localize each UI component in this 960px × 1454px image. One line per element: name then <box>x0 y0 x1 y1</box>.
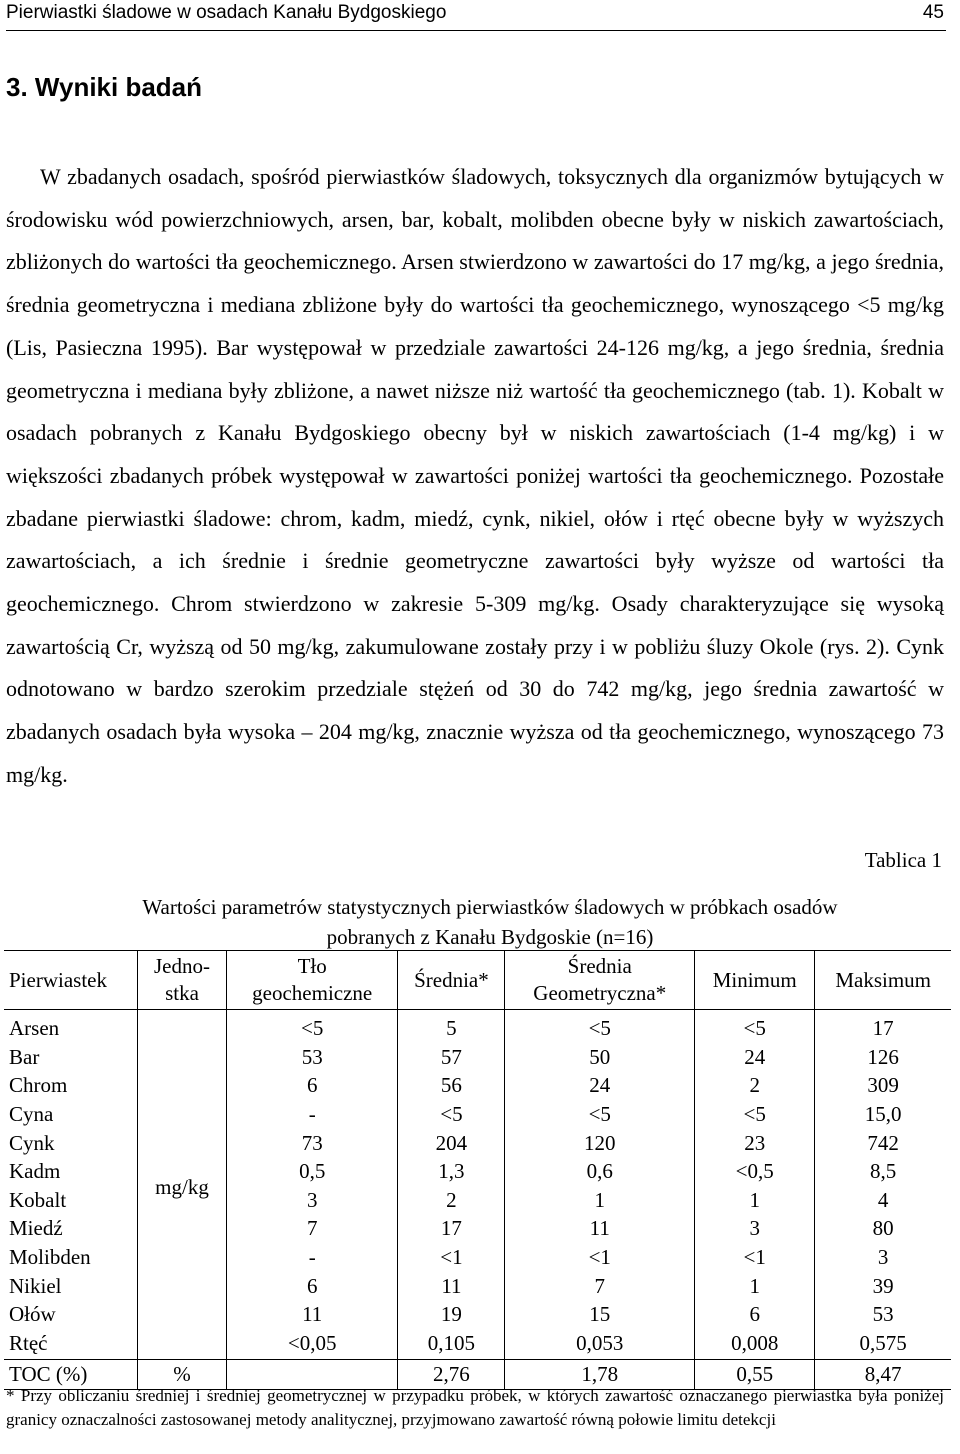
min-value: 24 <box>695 1043 815 1072</box>
element-name: Kadm <box>9 1159 61 1184</box>
min-value: <5 <box>695 1100 815 1129</box>
background-value: <5 <box>227 1010 398 1043</box>
header-geomean: Średnia Geometryczna* <box>505 951 695 1010</box>
header-minimum: Minimum <box>695 951 815 1010</box>
background-value: - <box>227 1100 398 1129</box>
background-value: 53 <box>227 1043 398 1072</box>
background-value: 3 <box>227 1186 398 1215</box>
toc-name: TOC (%) <box>4 1360 138 1390</box>
geomean-value: <1 <box>505 1243 695 1272</box>
page-number: 45 <box>922 2 944 23</box>
running-header <box>6 0 946 31</box>
mean-value: <5 <box>398 1100 505 1129</box>
toc-mean: 2,76 <box>398 1360 505 1390</box>
header-mean: Średnia* <box>398 951 505 1010</box>
element-name: Chrom <box>9 1073 68 1098</box>
element-name: Ołów <box>9 1302 56 1327</box>
element-name: Miedź <box>9 1216 63 1241</box>
max-value: 3 <box>815 1243 951 1272</box>
max-value: 309 <box>815 1071 951 1100</box>
geomean-value: 11 <box>505 1214 695 1243</box>
background-value: 6 <box>227 1271 398 1300</box>
mean-value: 2 <box>398 1186 505 1215</box>
element-name: Molibden <box>9 1245 91 1270</box>
geomean-value: 0,6 <box>505 1157 695 1186</box>
element-name: Rtęć <box>9 1330 48 1355</box>
table-title-line-2: pobranych z Kanału Bydgoskie (n=16) <box>326 925 654 949</box>
min-value: 23 <box>695 1128 815 1157</box>
max-value: 80 <box>815 1214 951 1243</box>
mean-value: 204 <box>398 1128 505 1157</box>
min-value: <5 <box>695 1010 815 1043</box>
toc-max: 8,47 <box>815 1360 951 1390</box>
mean-value: 57 <box>398 1043 505 1072</box>
running-title: Pierwiastki śladowe w osadach Kanału Bydgoskiego <box>6 2 447 23</box>
min-value: 1 <box>695 1186 815 1215</box>
mean-value: 17 <box>398 1214 505 1243</box>
element-name: Nikiel <box>9 1273 62 1298</box>
background-value: 11 <box>227 1300 398 1329</box>
element-name: Arsen <box>9 1016 60 1041</box>
table-label: Tablica 1 <box>864 848 942 872</box>
element-name: Cynk <box>9 1130 55 1155</box>
min-value: <0,5 <box>695 1157 815 1186</box>
toc-unit: % <box>138 1360 227 1390</box>
toc-min: 0,55 <box>695 1360 815 1390</box>
toc-geomean: 1,78 <box>505 1360 695 1390</box>
table-title-line-1: Wartości parametrów statystycznych pierwiastków śladowych w próbkach osadów <box>142 895 838 919</box>
mean-value: <1 <box>398 1243 505 1272</box>
mean-value: 5 <box>398 1010 505 1043</box>
background-value: 7 <box>227 1214 398 1243</box>
body-paragraph: W zbadanych osadach, spośród pierwiastków śladowych, toksycznych dla organizmów bytujących w środowisku wód powierzchniowych, arsen, bar, kobalt, molibden obecne były w niskich zawartościach, zbliżonych do wartości tła geochemicznego. Arsen stwierdzono w zawartości do 17 mg/kg, a jego średnia, średnia geometryczna i mediana zbliżone były do wartości tła geochemicznego, wynoszącego <5 mg/kg (Lis, Pasieczna 1995). Bar występował w przedziale zawartości 24-126 mg/kg, a jego średnia, średnia geometryczna i mediana były zbliżone, a nawet niższe niż wartość tła geochemicznego (tab. 1). Kobalt w osadach pobranych z Kanału Bydgoskiego obecny był w niskich zawartościach (1-4 mg/kg) i w większości zbadanych próbek występował w zawartości poniżej wartości tła geochemicznego. Pozostałe zbadane pierwiastki śladowe: chrom, kadm, miedź, cynk, nikiel, ołów i rtęć obecne były w wyższych zawartościach, a ich średnie i średnie geometryczne zawartości były wyższe od wartości tła geochemicznego. Chrom stwierdzono w zakresie 5-309 mg/kg. Osady charakteryzujące się wysoką zawartością Cr, wyższą od 50 mg/kg, zakumulowane zostały przy i w pobliżu śluzy Okole (rys. 2). Cynk odnotowano w bardzo szerokim przedziale stężeń od 30 do 742 mg/kg, jego średnia zawartość w zbadanych osadach była wysoka – 204 mg/kg, znacznie wyższa od tła geochemicznego, wynoszącego 73 mg/kg. <box>6 164 944 787</box>
max-value: 4 <box>815 1186 951 1215</box>
unit-cell: mg/kg <box>138 1010 227 1360</box>
min-value: 0,008 <box>695 1329 815 1360</box>
geomean-value: <5 <box>505 1010 695 1043</box>
geomean-value: 120 <box>505 1128 695 1157</box>
mean-value: 11 <box>398 1271 505 1300</box>
background-value: <0,05 <box>227 1329 398 1360</box>
header-unit: Jedno- stka <box>138 951 227 1010</box>
table-row <box>4 1010 951 1043</box>
element-name: Cyna <box>9 1102 54 1127</box>
min-value: <1 <box>695 1243 815 1272</box>
min-value: 6 <box>695 1300 815 1329</box>
table-header-row <box>4 951 951 1010</box>
min-value: 3 <box>695 1214 815 1243</box>
geomean-value: <5 <box>505 1100 695 1129</box>
max-value: 53 <box>815 1300 951 1329</box>
element-name: Kobalt <box>9 1187 67 1212</box>
mean-value: 19 <box>398 1300 505 1329</box>
header-element: Pierwiastek <box>4 951 138 1010</box>
max-value: 15,0 <box>815 1100 951 1129</box>
background-value: - <box>227 1243 398 1272</box>
geomean-value: 50 <box>505 1043 695 1072</box>
element-name: Bar <box>9 1044 40 1069</box>
max-value: 0,575 <box>815 1329 951 1360</box>
table-footnote: * Przy obliczaniu średniej i średniej geometrycznej w przypadku próbek, w których zawartość oznaczanego pierwiastka była poniżej granicy oznaczalności zastosowanej metody analitycznej, przyjmowano zawartość równą połowie limitu detekcji <box>6 1386 944 1429</box>
min-value: 1 <box>695 1271 815 1300</box>
table-title <box>40 892 940 952</box>
statistics-table <box>4 950 951 1390</box>
header-maximum: Maksimum <box>815 951 951 1010</box>
background-value: 6 <box>227 1071 398 1100</box>
max-value: 17 <box>815 1010 951 1043</box>
background-value: 0,5 <box>227 1157 398 1186</box>
max-value: 126 <box>815 1043 951 1072</box>
min-value: 2 <box>695 1071 815 1100</box>
mean-value: 1,3 <box>398 1157 505 1186</box>
geomean-value: 7 <box>505 1271 695 1300</box>
header-background: Tło geochemiczne <box>227 951 398 1010</box>
geomean-value: 1 <box>505 1186 695 1215</box>
geomean-value: 0,053 <box>505 1329 695 1360</box>
max-value: 8,5 <box>815 1157 951 1186</box>
background-value: 73 <box>227 1128 398 1157</box>
mean-value: 56 <box>398 1071 505 1100</box>
geomean-value: 24 <box>505 1071 695 1100</box>
geomean-value: 15 <box>505 1300 695 1329</box>
max-value: 39 <box>815 1271 951 1300</box>
element-rows <box>4 1010 951 1360</box>
mean-value: 0,105 <box>398 1329 505 1360</box>
section-heading: 3. Wyniki badań <box>6 72 203 102</box>
max-value: 742 <box>815 1128 951 1157</box>
